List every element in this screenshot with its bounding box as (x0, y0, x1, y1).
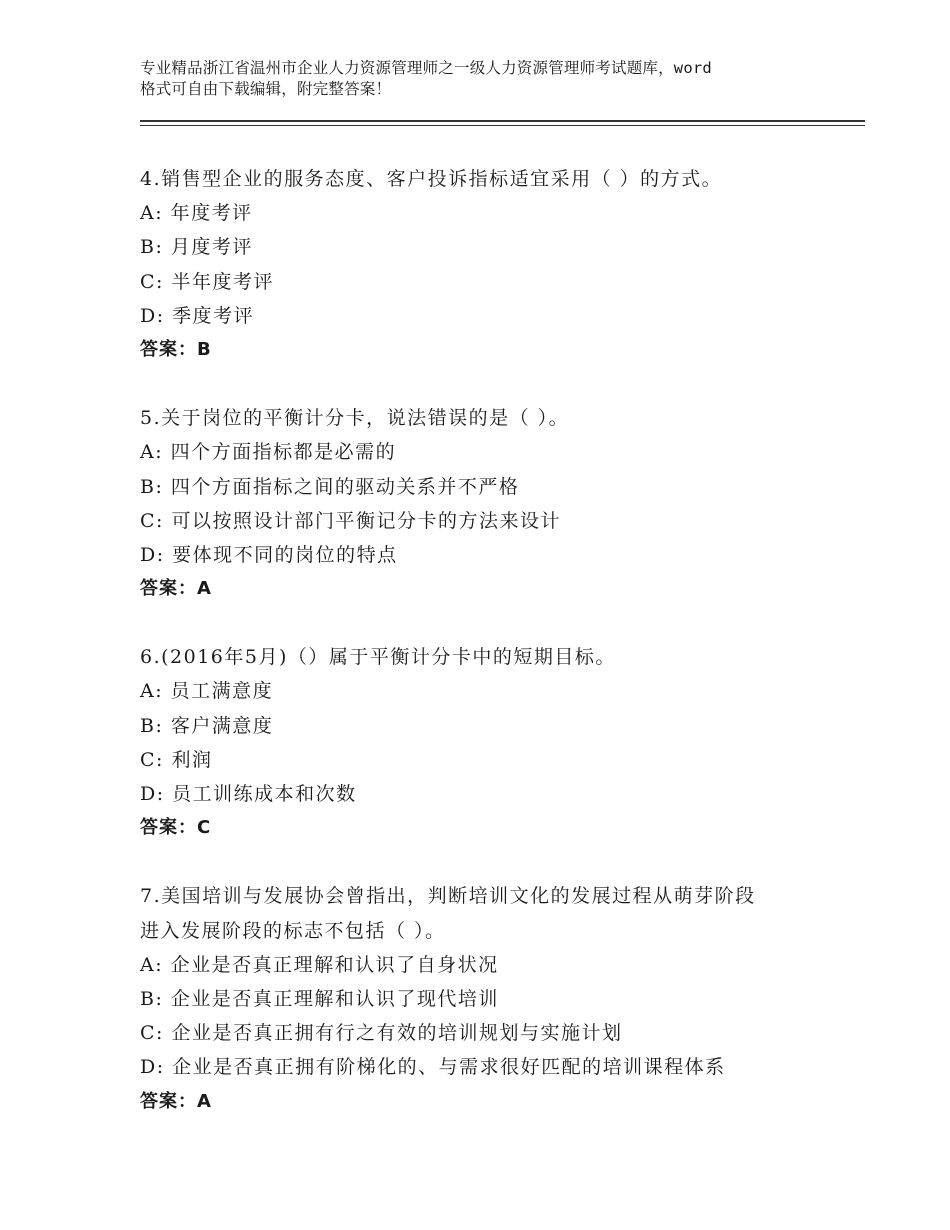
option-c: C: 企业是否真正拥有行之有效的培训规划与实施计划 (140, 1022, 623, 1045)
option-a: A: 年度考评 (140, 202, 253, 225)
option-b: B: 客户满意度 (140, 714, 274, 737)
question-7 (140, 879, 860, 1118)
header-divider-thick (140, 120, 865, 122)
option-c: C: 利润 (140, 748, 213, 771)
option-d: D: 要体现不同的岗位的特点 (140, 543, 398, 566)
option-a: A: 四个方面指标都是必需的 (140, 441, 397, 464)
question-4 (140, 162, 860, 367)
question-6 (140, 640, 860, 845)
answer-label: 答案：A (140, 578, 212, 600)
header-line-1: 专业精品浙江省温州市企业人力资源管理师之一级人力资源管理师考试题库，word (140, 59, 712, 77)
answer-label: 答案：C (140, 817, 212, 839)
header-line-2: 格式可自由下载编辑，附完整答案！ (140, 80, 392, 98)
question-stem-line-2: 进入发展阶段的标志不包括（ ）。 (140, 919, 446, 942)
option-b: B: 月度考评 (140, 236, 253, 259)
document-header (140, 58, 840, 100)
question-stem: 4.销售型企业的服务态度、客户投诉指标适宜采用（ ）的方式。 (140, 168, 723, 190)
option-c: C: 可以按照设计部门平衡记分卡的方法来设计 (140, 509, 561, 532)
question-stem: 5.关于岗位的平衡计分卡，说法错误的是（ ）。 (140, 407, 570, 430)
option-a: A: 员工满意度 (140, 680, 274, 703)
question-list (140, 162, 860, 1153)
header-divider-thin (140, 125, 865, 126)
option-d: D: 企业是否真正拥有阶梯化的、与需求很好匹配的培训课程体系 (140, 1056, 726, 1079)
option-a: A: 企业是否真正理解和认识了自身状况 (140, 953, 499, 976)
question-stem-line-1: 7.美国培训与发展协会曾指出，判断培训文化的发展过程从萌芽阶段 (140, 885, 756, 908)
option-d: D: 员工训练成本和次数 (140, 783, 357, 806)
answer-label: 答案：A (140, 1090, 212, 1112)
option-c: C: 半年度考评 (140, 270, 274, 293)
option-b: B: 企业是否真正理解和认识了现代培训 (140, 988, 499, 1011)
question-5 (140, 401, 860, 606)
option-b: B: 四个方面指标之间的驱动关系并不严格 (140, 475, 520, 498)
question-stem: 6.(2016年5月)（）属于平衡计分卡中的短期目标。 (140, 646, 616, 669)
option-d: D: 季度考评 (140, 304, 255, 327)
answer-label: 答案：B (140, 338, 212, 360)
